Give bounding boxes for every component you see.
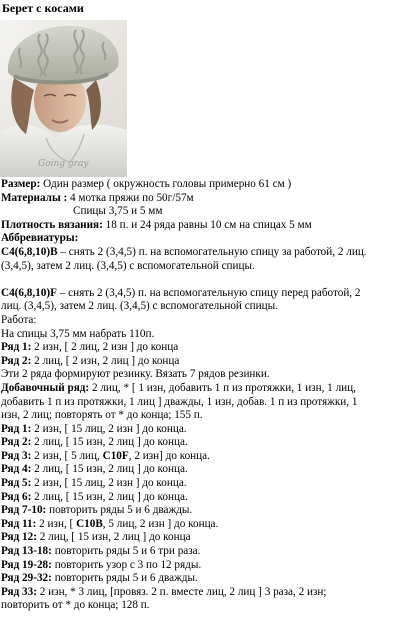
c4f-line-2: лиц. (3,4,5), затем 2 лиц. (3,4,5) с вспомогательной спицы. <box>1 300 278 313</box>
row-label: Ряд 1: <box>1 341 32 354</box>
row-label: Ряд 29-32: <box>1 572 52 585</box>
size-value: Один размер ( окружность головы примерно 61 см ) <box>43 178 292 190</box>
row-text: 2 изн, [ 2 лиц, 2 изн ] до конца <box>31 341 179 354</box>
materials-line <box>1 192 413 206</box>
pattern-row <box>1 518 413 532</box>
c4b-line-2: (3,4,5), затем 2 лиц. (3,4,5) с вспомогательной спицы. <box>1 259 255 272</box>
pattern-row <box>1 559 413 573</box>
row-text: повторить ряды 5 и 6 дважды. <box>51 572 198 585</box>
row-label: Ряд 1: <box>1 422 32 435</box>
increase-row-1 <box>1 382 413 396</box>
c4b-text-1: – снять 2 (3,4,5) п. на вспомогательную спицу за работой, 2 лиц. <box>57 245 367 258</box>
cast-on-line: На спицы 3,75 мм набрать 110п. <box>1 327 155 340</box>
cable-code: C10F <box>102 449 129 462</box>
row-text: 2 изн, * 3 лиц, [провяз. 2 п. вместе лиц, 2 лиц ] 3 раза, 2 изн; <box>36 585 327 598</box>
pattern-row <box>1 423 413 437</box>
row-label: Ряд 3: <box>1 449 32 462</box>
row-text-tail: , 2 изн] до конца. <box>128 449 210 462</box>
pattern-row <box>1 572 413 586</box>
rib-row-1 <box>1 341 413 355</box>
increase-label: Добавочный ряд: <box>1 381 90 394</box>
row-text: 2 изн, [ 5 лиц, <box>31 449 103 462</box>
pattern-row <box>1 463 413 477</box>
pattern-row <box>1 586 413 600</box>
c4b-line-1 <box>1 246 413 260</box>
row-label: Ряд 4: <box>1 463 32 476</box>
pattern-row <box>1 545 413 559</box>
c4f-code: C4(6,8,10)F <box>1 286 57 299</box>
row-text: повторить ряды 5 и 6 три раза. <box>51 545 201 558</box>
row-label: Ряд 13-18: <box>1 545 52 558</box>
row-label: Ряд 11: <box>1 517 37 530</box>
row-text: повторить узор с 3 по 12 ряды. <box>51 558 202 571</box>
work-label: Работа: <box>1 313 37 326</box>
increase-row-2: добавить 1 п из протяжки, 1 лиц ] дважды, 1 изн, добав. 1 п из протяжки, 1 <box>1 395 358 408</box>
row-label: Ряд 7-10: <box>1 504 47 517</box>
row-label: Ряд 33: <box>1 585 37 598</box>
size-line <box>1 178 413 192</box>
last-line: повторить от * до конца; 128 п. <box>1 599 150 612</box>
gauge-line <box>1 219 413 233</box>
needles-line: Спицы 3,75 и 5 мм <box>73 205 163 218</box>
cable-code: C10B <box>76 517 103 530</box>
row-text: 2 лиц, [ 15 изн, 2 лиц ] до конца. <box>31 463 188 476</box>
spacer <box>1 273 413 287</box>
row-label: Ряд 2: <box>1 354 32 367</box>
row-text: 2 изн, [ <box>36 517 77 530</box>
row-label: Ряд 2: <box>1 436 32 449</box>
c4b-code: C4(6,8,10)B <box>1 245 58 258</box>
page-title: Берет с косами <box>2 1 84 15</box>
pattern-row <box>1 531 413 545</box>
photo-watermark: Going gray <box>38 159 89 169</box>
gauge-value: 18 п. и 24 ряда равны 10 см на спицах 5 мм <box>105 218 312 231</box>
pattern-row <box>1 450 413 464</box>
row-text: повторить ряды 5 и 6 дважды. <box>46 504 193 517</box>
pattern-row <box>1 477 413 491</box>
pattern-text <box>0 178 413 613</box>
pattern-rows <box>1 423 413 600</box>
row-text: 2 лиц, [ 15 изн, 2 лиц ] до конца. <box>31 490 188 503</box>
beret-photo <box>0 20 127 177</box>
size-label: Размер: <box>1 178 41 190</box>
abbr-heading <box>1 232 413 246</box>
increase-text-1: 2 лиц, * [ 1 изн, добавить 1 п из протяжки, 1 изн, 1 лиц, <box>89 381 356 394</box>
materials-value: 4 мотка пряжи по 50г/57м <box>70 191 194 204</box>
materials-label: Материалы : <box>1 191 68 204</box>
row-label: Ряд 19-28: <box>1 558 52 571</box>
rib-row-2 <box>1 355 413 369</box>
row-label: Ряд 6: <box>1 490 32 503</box>
row-text: 2 лиц, [ 2 изн, 2 лиц ] до конца <box>31 354 180 367</box>
abbr-label: Аббревиатуры: <box>1 232 79 245</box>
row-label: Ряд 5: <box>1 477 32 490</box>
increase-row-3: изн, 2 лиц; повторять от * до конца; 155 п. <box>1 409 203 422</box>
row-label: Ряд 12: <box>1 531 37 544</box>
row-text: 2 изн, [ 15 лиц, 2 изн ] до конца. <box>31 422 187 435</box>
gauge-label: Плотность вязания: <box>1 218 103 231</box>
row-text: 2 лиц, [ 15 изн, 2 лиц ] до конца. <box>31 436 188 449</box>
row-text: 2 лиц, [ 15 изн, 2 лиц ] до конца <box>36 531 191 544</box>
pattern-row <box>1 504 413 518</box>
c4f-text-1: – снять 2 (3,4,5) п. на вспомогательную спицу перед работой, 2 <box>56 286 361 299</box>
row-text: 2 изн, [ 15 лиц, 2 изн ] до конца. <box>31 477 187 490</box>
ribbing-note: Эти 2 ряда формируют резинку. Вязать 7 рядов резинки. <box>1 368 270 381</box>
row-text-tail: , 5 лиц, 2 изн ] до конца. <box>102 517 219 530</box>
photo-illustration <box>0 20 127 177</box>
pattern-row <box>1 491 413 505</box>
c4f-line-1 <box>1 287 413 301</box>
pattern-row <box>1 436 413 450</box>
